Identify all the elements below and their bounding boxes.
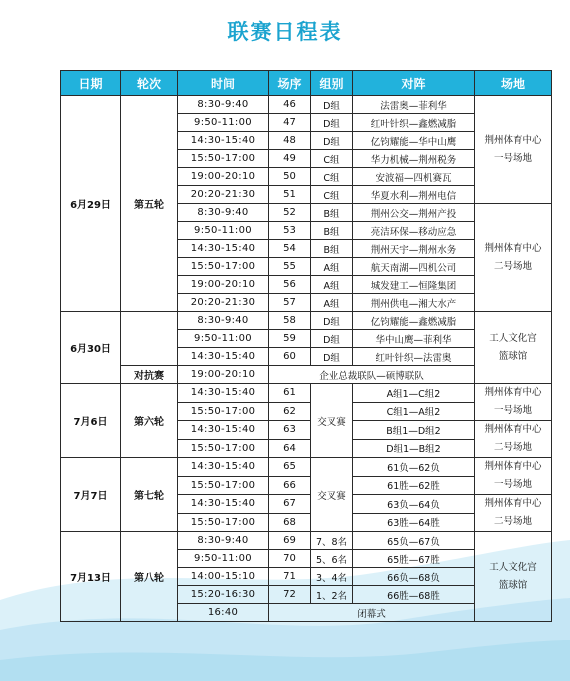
group-cell: A组 [311, 276, 353, 294]
match-no-cell: 57 [269, 294, 311, 312]
match-no-cell: 63 [269, 421, 311, 440]
matchup-cell: 城发建工—恒隆集团 [353, 276, 475, 294]
group-cell: 交叉赛 [311, 458, 353, 532]
match-no-cell: 62 [269, 402, 311, 421]
match-no-cell: 49 [269, 150, 311, 168]
match-no-cell: 54 [269, 240, 311, 258]
group-cell: D组 [311, 330, 353, 348]
schedule-table [60, 70, 552, 622]
time-cell: 14:30-15:40 [178, 421, 269, 440]
matchup-cell: 安波福—四机赛瓦 [353, 168, 475, 186]
time-cell: 15:20-16:30 [178, 586, 269, 604]
matchup-cell: 亿钧耀能—华中山鹰 [353, 132, 475, 150]
match-no-cell: 56 [269, 276, 311, 294]
time-cell: 15:50-17:00 [178, 439, 269, 458]
venue-name: 荆州体育中心 [484, 387, 542, 398]
match-no-cell: 55 [269, 258, 311, 276]
matchup-cell: 荆州天宇—荆州水务 [353, 240, 475, 258]
table-row [61, 96, 552, 114]
time-cell: 19:00-20:10 [178, 366, 269, 384]
header-group: 组别 [311, 71, 353, 96]
group-cell: D组 [311, 114, 353, 132]
time-cell: 19:00-20:10 [178, 276, 269, 294]
time-cell: 14:30-15:40 [178, 240, 269, 258]
match-no-cell: 65 [269, 458, 311, 477]
venue-court: 二号场地 [493, 260, 532, 272]
venue-cell [475, 384, 552, 421]
venue-name: 工人文化宫 [489, 332, 537, 344]
matchup-cell: 法雷奥—菲利华 [353, 96, 475, 114]
time-cell: 9:50-11:00 [178, 114, 269, 132]
venue-name: 工人文化宫 [489, 561, 537, 573]
date-cell: 7月13日 [61, 532, 121, 622]
group-cell: C组 [311, 168, 353, 186]
matchup-cell: 荆州公交—荆州产投 [353, 204, 475, 222]
match-no-cell: 52 [269, 204, 311, 222]
venue-court: 篮球馆 [498, 579, 528, 591]
exhibition-matchup-cell: 企业总裁联队—硕博联队 [269, 366, 475, 384]
match-no-cell: 71 [269, 568, 311, 586]
group-cell: B组 [311, 204, 353, 222]
venue-name: 荆州体育中心 [484, 134, 542, 146]
time-cell: 14:00-15:10 [178, 568, 269, 586]
matchup-cell: C组1—A组2 [353, 402, 475, 421]
match-no-cell: 66 [269, 476, 311, 495]
time-cell: 15:50-17:00 [178, 513, 269, 532]
time-cell: 14:30-15:40 [178, 384, 269, 403]
group-cell: B组 [311, 222, 353, 240]
header-matchup: 对阵 [353, 71, 475, 96]
match-no-cell: 64 [269, 439, 311, 458]
matchup-cell: 66负—68负 [353, 568, 475, 586]
match-no-cell: 60 [269, 348, 311, 366]
matchup-cell: 66胜—68胜 [353, 586, 475, 604]
group-cell: C组 [311, 150, 353, 168]
group-cell: 3、4名 [311, 568, 353, 586]
matchup-cell: 亿钧耀能—鑫燃减脂 [353, 312, 475, 330]
venue-cell [475, 96, 552, 204]
time-cell: 14:30-15:40 [178, 495, 269, 514]
match-no-cell: 58 [269, 312, 311, 330]
matchup-cell: 红叶针织—鑫燃减脂 [353, 114, 475, 132]
matchup-cell: 63负—64负 [353, 495, 475, 514]
venue-cell [475, 421, 552, 458]
group-cell: 5、6名 [311, 550, 353, 568]
group-cell: 交叉赛 [311, 384, 353, 458]
venue-court: 二号场地 [493, 516, 532, 527]
venue-cell [475, 495, 552, 532]
match-no-cell: 61 [269, 384, 311, 403]
matchup-cell: D组1—B组2 [353, 439, 475, 458]
group-cell: D组 [311, 132, 353, 150]
group-cell: C组 [311, 186, 353, 204]
matchup-cell: 亮洁环保—移动应急 [353, 222, 475, 240]
time-cell: 20:20-21:30 [178, 294, 269, 312]
match-no-cell: 48 [269, 132, 311, 150]
matchup-cell: 61胜—62胜 [353, 476, 475, 495]
venue-court: 篮球馆 [498, 350, 528, 362]
group-cell: 7、8名 [311, 532, 353, 550]
match-no-cell: 50 [269, 168, 311, 186]
time-cell: 15:50-17:00 [178, 150, 269, 168]
time-cell: 14:30-15:40 [178, 348, 269, 366]
match-no-cell: 46 [269, 96, 311, 114]
match-no-cell: 51 [269, 186, 311, 204]
time-cell: 8:30-9:40 [178, 96, 269, 114]
time-cell: 9:50-11:00 [178, 550, 269, 568]
match-no-cell: 59 [269, 330, 311, 348]
table-header-row [61, 71, 552, 96]
table-row [61, 458, 552, 477]
matchup-cell: A组1—C组2 [353, 384, 475, 403]
venue-court: 一号场地 [493, 405, 532, 416]
time-cell: 9:50-11:00 [178, 330, 269, 348]
time-cell: 14:30-15:40 [178, 458, 269, 477]
header-time: 时间 [178, 71, 269, 96]
group-cell: B组 [311, 240, 353, 258]
time-cell: 15:50-17:00 [178, 476, 269, 495]
group-cell: D组 [311, 96, 353, 114]
venue-court: 一号场地 [493, 479, 532, 490]
matchup-cell: 61负—62负 [353, 458, 475, 477]
header-venue: 场地 [475, 71, 552, 96]
round-cell [121, 312, 178, 366]
venue-court: 一号场地 [493, 152, 532, 164]
table-row [61, 312, 552, 330]
matchup-cell: 华力机械—荆州税务 [353, 150, 475, 168]
matchup-cell: B组1—D组2 [353, 421, 475, 440]
matchup-cell: 63胜—64胜 [353, 513, 475, 532]
time-cell: 9:50-11:00 [178, 222, 269, 240]
date-cell: 7月6日 [61, 384, 121, 458]
round-cell: 第八轮 [121, 532, 178, 622]
time-cell: 15:50-17:00 [178, 402, 269, 421]
date-cell: 6月30日 [61, 312, 121, 384]
round-cell: 第六轮 [121, 384, 178, 458]
time-cell: 8:30-9:40 [178, 204, 269, 222]
venue-cell [475, 458, 552, 495]
group-cell: A组 [311, 294, 353, 312]
venue-name: 荆州体育中心 [484, 424, 542, 435]
table-row [61, 384, 552, 403]
matchup-cell: 红叶针织—法雷奥 [353, 348, 475, 366]
time-cell: 20:20-21:30 [178, 186, 269, 204]
match-no-cell: 53 [269, 222, 311, 240]
group-cell: A组 [311, 258, 353, 276]
match-no-cell: 67 [269, 495, 311, 514]
exhibition-round-cell: 对抗赛 [121, 366, 178, 384]
time-cell: 8:30-9:40 [178, 532, 269, 550]
page-title: 联赛日程表 [227, 20, 343, 44]
venue-cell [475, 204, 552, 312]
matchup-cell: 华中山鹰—菲利华 [353, 330, 475, 348]
match-no-cell: 70 [269, 550, 311, 568]
round-cell: 第五轮 [121, 96, 178, 312]
group-cell: D组 [311, 348, 353, 366]
table-row [61, 532, 552, 550]
header-match-no: 场序 [269, 71, 311, 96]
match-no-cell: 47 [269, 114, 311, 132]
date-cell: 6月29日 [61, 96, 121, 312]
venue-name: 荆州体育中心 [484, 461, 542, 472]
closing-time-cell: 16:40 [178, 604, 269, 622]
header-round: 轮次 [121, 71, 178, 96]
matchup-cell: 航天南湖—四机公司 [353, 258, 475, 276]
group-cell: D组 [311, 312, 353, 330]
matchup-cell: 荆州供电—湘大水产 [353, 294, 475, 312]
time-cell: 8:30-9:40 [178, 312, 269, 330]
venue-cell [475, 532, 552, 622]
date-cell: 7月7日 [61, 458, 121, 532]
time-cell: 19:00-20:10 [178, 168, 269, 186]
header-date: 日期 [61, 71, 121, 96]
round-cell: 第七轮 [121, 458, 178, 532]
matchup-cell: 华夏水利—荆州电信 [353, 186, 475, 204]
venue-cell [475, 312, 552, 384]
matchup-cell: 65胜—67胜 [353, 550, 475, 568]
group-cell: 1、2名 [311, 586, 353, 604]
closing-ceremony-cell: 闭幕式 [269, 604, 475, 622]
venue-court: 二号场地 [493, 442, 532, 453]
match-no-cell: 72 [269, 586, 311, 604]
match-no-cell: 68 [269, 513, 311, 532]
venue-name: 荆州体育中心 [484, 498, 542, 509]
venue-name: 荆州体育中心 [484, 242, 542, 254]
match-no-cell: 69 [269, 532, 311, 550]
time-cell: 15:50-17:00 [178, 258, 269, 276]
time-cell: 14:30-15:40 [178, 132, 269, 150]
matchup-cell: 65负—67负 [353, 532, 475, 550]
